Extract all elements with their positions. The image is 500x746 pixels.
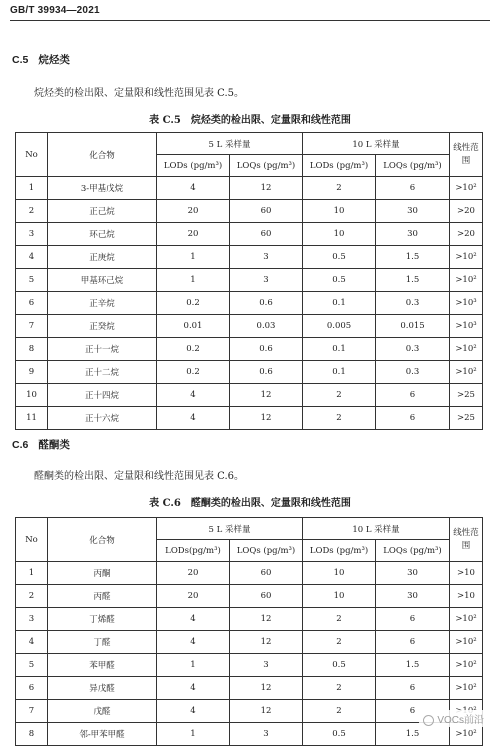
cell-loq-5l: 0.6 [230,361,303,384]
col-header-no: No [16,518,48,562]
cell-loq-5l: 60 [230,585,303,608]
cell-loq-10l: 6 [376,677,450,700]
cell-lod-10l: 2 [303,700,376,723]
cell-loq-5l: 3 [230,654,303,677]
col-header-linear-range: 线性范围 [450,133,483,177]
col-header-loq-10l: LOQs (pg/m³) [376,155,450,177]
cell-compound: 戊醛 [48,700,157,723]
col-group-10l: 10 L 采样量 [303,133,450,155]
cell-loq-5l: 3 [230,723,303,746]
cell-compound: 丙醛 [48,585,157,608]
table-c6 [15,517,483,746]
section-c5-heading [12,52,70,67]
cell-loq-5l: 0.6 [230,292,303,315]
cell-compound: 正癸烷 [48,315,157,338]
cell-loq-5l: 12 [230,384,303,407]
table-row [16,407,483,430]
cell-loq-5l: 60 [230,562,303,585]
cell-loq-10l: 30 [376,200,450,223]
cell-lod-5l: 4 [157,608,230,631]
cell-loq-10l: 1.5 [376,246,450,269]
col-header-lod-5l: LODs(pg/m³) [157,540,230,562]
cell-compound: 苯甲醛 [48,654,157,677]
cell-loq-5l: 3 [230,269,303,292]
cell-lod-10l: 0.5 [303,654,376,677]
watermark-text: VOCs前沿 [437,715,484,726]
col-header-loq-10l: LOQs (pg/m³) [376,540,450,562]
section-c5-paragraph: 烷烃类的检出限、定量限和线性范围见表 C.5。 [34,88,245,99]
section-c6-paragraph: 醛酮类的检出限、定量限和线性范围见表 C.6。 [34,471,245,482]
cell-lod-10l: 0.5 [303,723,376,746]
cell-linear-range: >10² [450,338,483,361]
cell-loq-5l: 12 [230,631,303,654]
col-header-lod-10l: LODs (pg/m³) [303,155,376,177]
cell-compound: 正十六烷 [48,407,157,430]
cell-lod-5l: 4 [157,677,230,700]
cell-compound: 正辛烷 [48,292,157,315]
cell-no: 8 [16,338,48,361]
cell-loq-10l: 30 [376,562,450,585]
table-row [16,700,483,723]
cell-no: 1 [16,177,48,200]
cell-linear-range: >20 [450,200,483,223]
table-row [16,223,483,246]
table-c5-caption: 表 C.5 烷烃类的检出限、定量限和线性范围 [149,115,351,126]
cell-lod-10l: 2 [303,407,376,430]
col-group-5l: 5 L 采样量 [157,518,303,540]
cell-no: 4 [16,246,48,269]
cell-loq-5l: 0.6 [230,338,303,361]
cell-lod-5l: 20 [157,585,230,608]
cell-lod-5l: 0.01 [157,315,230,338]
cell-no: 7 [16,315,48,338]
col-header-lod-5l: LODs (pg/m³) [157,155,230,177]
cell-loq-5l: 12 [230,700,303,723]
cell-compound: 丙酮 [48,562,157,585]
cell-lod-5l: 4 [157,700,230,723]
cell-linear-range: >10³ [450,315,483,338]
section-c6-heading [12,437,70,452]
cell-loq-5l: 12 [230,177,303,200]
section-c5-title: 烷烃类 [38,54,70,66]
cell-lod-5l: 4 [157,407,230,430]
cell-no: 6 [16,292,48,315]
cell-loq-5l: 3 [230,246,303,269]
cell-loq-10l: 1.5 [376,654,450,677]
cell-lod-10l: 10 [303,200,376,223]
cell-linear-range: >25 [450,384,483,407]
table-c6-caption: 表 C.6 醛酮类的检出限、定量限和线性范围 [149,498,351,509]
table-row [16,384,483,407]
cell-compound: 异戊醛 [48,677,157,700]
table-row [16,200,483,223]
cell-loq-10l: 30 [376,223,450,246]
table-row [16,654,483,677]
table-row [16,177,483,200]
cell-linear-range: >10 [450,562,483,585]
cell-lod-10l: 0.1 [303,361,376,384]
cell-no: 11 [16,407,48,430]
col-header-loq-5l: LOQs (pg/m³) [230,540,303,562]
cell-loq-5l: 12 [230,407,303,430]
cell-linear-range: >10 [450,585,483,608]
cell-linear-range: >10² [450,246,483,269]
cell-no: 9 [16,361,48,384]
cell-no: 2 [16,585,48,608]
cell-loq-10l: 6 [376,407,450,430]
cell-lod-5l: 0.2 [157,361,230,384]
cell-no: 5 [16,269,48,292]
col-header-compound: 化合物 [48,518,157,562]
cell-loq-5l: 12 [230,677,303,700]
cell-lod-10l: 2 [303,631,376,654]
cell-linear-range: >10² [450,361,483,384]
cell-lod-10l: 2 [303,177,376,200]
cell-no: 8 [16,723,48,746]
col-header-linear-range: 线性范围 [450,518,483,562]
cell-lod-10l: 10 [303,585,376,608]
table-row [16,315,483,338]
cell-lod-5l: 4 [157,631,230,654]
cell-lod-10l: 0.005 [303,315,376,338]
cell-loq-5l: 12 [230,608,303,631]
table-row [16,292,483,315]
table-row [16,585,483,608]
cell-loq-5l: 60 [230,200,303,223]
cell-loq-10l: 6 [376,631,450,654]
cell-compound: 正庚烷 [48,246,157,269]
col-header-lod-10l: LODs (pg/m³) [303,540,376,562]
cell-lod-5l: 20 [157,223,230,246]
cell-no: 1 [16,562,48,585]
cell-compound: 甲基环己烷 [48,269,157,292]
cell-lod-10l: 0.1 [303,338,376,361]
cell-linear-range: >20 [450,223,483,246]
cell-lod-10l: 2 [303,677,376,700]
cell-loq-10l: 0.015 [376,315,450,338]
cell-lod-5l: 4 [157,384,230,407]
watermark [419,710,488,727]
cell-lod-10l: 2 [303,608,376,631]
cell-lod-5l: 20 [157,562,230,585]
table-row [16,723,483,746]
table-row [16,562,483,585]
cell-lod-5l: 0.2 [157,338,230,361]
cell-lod-10l: 0.1 [303,292,376,315]
col-group-5l: 5 L 采样量 [157,133,303,155]
col-header-loq-5l: LOQs (pg/m³) [230,155,303,177]
cell-compound: 环己烷 [48,223,157,246]
cell-loq-10l: 1.5 [376,723,450,746]
wechat-icon [423,715,434,726]
cell-lod-10l: 10 [303,223,376,246]
cell-lod-5l: 1 [157,723,230,746]
cell-loq-10l: 6 [376,608,450,631]
cell-lod-5l: 4 [157,177,230,200]
cell-no: 2 [16,200,48,223]
cell-linear-range: >10² [450,608,483,631]
section-c6-title: 醛酮类 [38,439,70,451]
table-row [16,246,483,269]
cell-lod-5l: 1 [157,246,230,269]
cell-compound: 正十四烷 [48,384,157,407]
table-row [16,361,483,384]
cell-loq-10l: 30 [376,585,450,608]
cell-lod-5l: 0.2 [157,292,230,315]
cell-linear-range: >10³ [450,292,483,315]
table-row [16,269,483,292]
col-header-compound: 化合物 [48,133,157,177]
cell-no: 3 [16,223,48,246]
cell-compound: 丁醛 [48,631,157,654]
cell-linear-range: >10² [450,631,483,654]
cell-loq-10l: 6 [376,700,450,723]
table-row [16,608,483,631]
cell-no: 6 [16,677,48,700]
table-row [16,677,483,700]
cell-linear-range: >25 [450,407,483,430]
section-c5-number: C.5 [12,54,29,66]
cell-no: 5 [16,654,48,677]
cell-lod-5l: 1 [157,654,230,677]
table-c5 [15,132,483,430]
cell-loq-5l: 60 [230,223,303,246]
cell-lod-10l: 2 [303,384,376,407]
cell-no: 3 [16,608,48,631]
cell-compound: 正十二烷 [48,361,157,384]
cell-linear-range: >10² [450,677,483,700]
cell-linear-range: >10² [450,654,483,677]
cell-lod-5l: 1 [157,269,230,292]
cell-compound: 邻-甲苯甲醛 [48,723,157,746]
table-row [16,338,483,361]
cell-loq-10l: 6 [376,384,450,407]
header-rule [10,20,490,21]
cell-loq-10l: 0.3 [376,361,450,384]
cell-no: 4 [16,631,48,654]
cell-compound: 正己烷 [48,200,157,223]
cell-linear-range: >10² [450,269,483,292]
standard-number: GB/T 39934—2021 [10,5,100,16]
cell-loq-10l: 0.3 [376,292,450,315]
cell-loq-10l: 1.5 [376,269,450,292]
cell-loq-5l: 0.03 [230,315,303,338]
col-header-no: No [16,133,48,177]
col-group-10l: 10 L 采样量 [303,518,450,540]
cell-compound: 正十一烷 [48,338,157,361]
cell-compound: 3-甲基戊烷 [48,177,157,200]
cell-loq-10l: 6 [376,177,450,200]
cell-lod-10l: 0.5 [303,246,376,269]
cell-no: 7 [16,700,48,723]
cell-lod-5l: 20 [157,200,230,223]
cell-linear-range: >10² [450,723,483,746]
cell-linear-range: >10² [450,177,483,200]
table-row [16,631,483,654]
cell-loq-10l: 0.3 [376,338,450,361]
section-c6-number: C.6 [12,439,29,451]
cell-lod-10l: 10 [303,562,376,585]
cell-lod-10l: 0.5 [303,269,376,292]
cell-compound: 丁烯醛 [48,608,157,631]
cell-no: 10 [16,384,48,407]
